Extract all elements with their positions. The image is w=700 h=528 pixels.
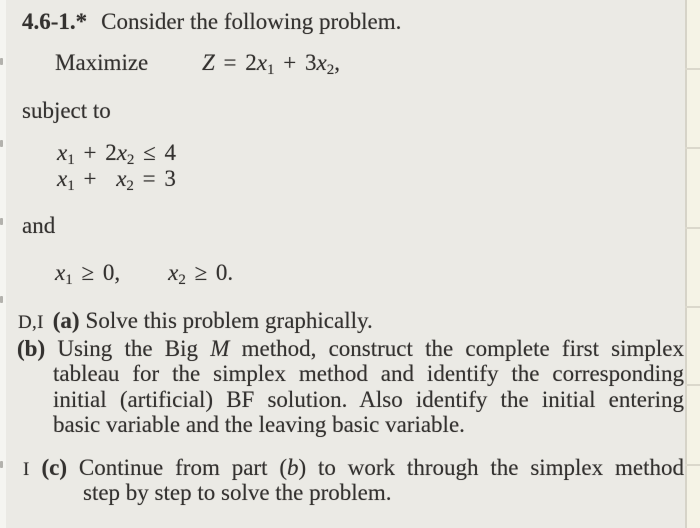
objective-label: Maximize <box>55 50 149 75</box>
page-edge-tick <box>685 68 700 70</box>
gutter-ink-mark <box>0 140 3 147</box>
page-edge-tick <box>685 306 700 308</box>
gutter-ink-mark <box>0 218 3 225</box>
page-edge-tick <box>685 464 700 466</box>
problem-title-line <box>22 9 401 35</box>
part-c-line-1 <box>23 455 684 483</box>
nonnegativity-constraints: $x_1 \ge 0$, $x_2 \ge 0$. <box>55 260 234 288</box>
gutter-ink-mark <box>0 461 3 468</box>
part-a-text: Solve this problem graphically. <box>85 308 373 333</box>
part-b-line-3: initial (artificial) BF solution. Also identify the initial entering <box>53 387 684 412</box>
part-a-label: (a) <box>52 308 80 333</box>
title-gap <box>87 28 101 29</box>
page-right-edge <box>685 0 700 528</box>
problem-intro: Consider the following problem. <box>101 9 402 34</box>
page-edge-tick <box>685 384 700 386</box>
part-b-line-2: tableau for the simplex method and identify the corresponding <box>53 361 684 386</box>
part-c-line-2: step by step to solve the problem. <box>83 480 392 505</box>
part-b-line-1 <box>17 336 684 362</box>
part-c-label: (c) <box>41 455 68 480</box>
gutter-ink-mark <box>0 58 3 65</box>
part-a-code: D,I <box>18 312 44 333</box>
page-edge-tick <box>685 147 700 149</box>
page-edge-tick <box>685 227 700 229</box>
part-b-label: (b) <box>17 336 46 361</box>
part-b-line-4: basic variable and the leaving basic variable. <box>53 412 465 437</box>
constraint-1: $x_1 + 2x_2 \le 4$ <box>57 140 177 168</box>
part-a-line <box>18 308 373 336</box>
gutter-ink-mark <box>0 296 3 303</box>
page-left-gutter <box>0 0 6 528</box>
constraint-2: $x_1 + x_2 = 3$ <box>57 166 176 194</box>
objective-expression: $Z = 2x_1 + 3x_2$, <box>202 50 340 78</box>
part-c-text-line-1: Continue from part (b) to work through the simplex method <box>78 455 685 480</box>
part-b-text-line-1: Using the Big M method, construct the complete first simplex <box>57 336 685 361</box>
problem-number: 4.6-1.* <box>22 9 88 34</box>
part-c-code: I <box>23 459 30 480</box>
and-label: and <box>22 213 56 238</box>
subject-to-label: subject to <box>22 98 111 123</box>
